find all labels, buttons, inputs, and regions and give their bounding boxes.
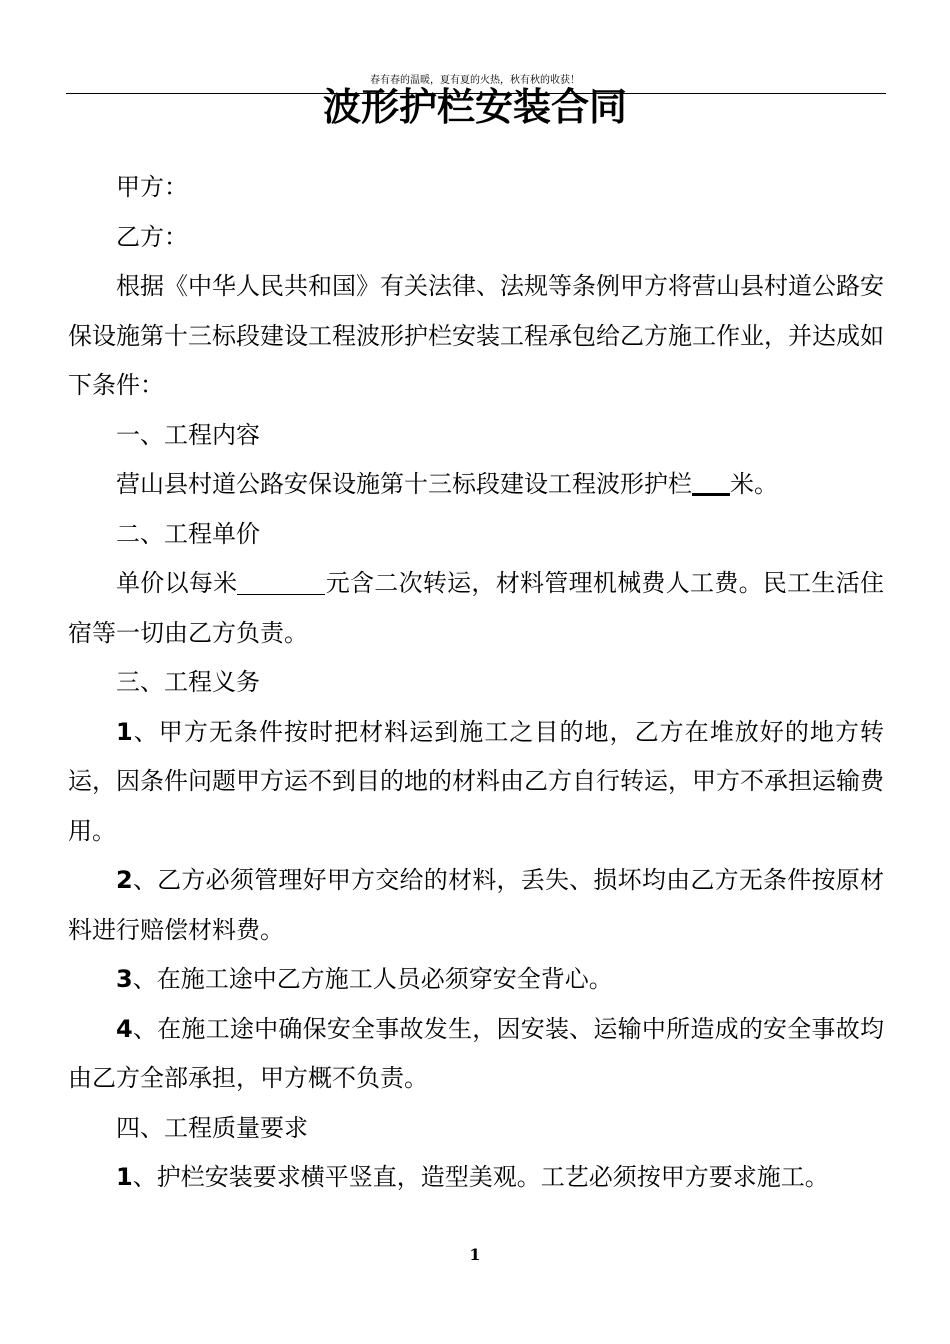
item-number: 3 bbox=[116, 965, 133, 993]
price-blank bbox=[237, 593, 325, 595]
item-number: 2 bbox=[116, 866, 133, 894]
item-text: 、在施工途中确保安全事故发生，因安装、运输中所造成的安全事故均由乙方全部承担，甲方概不负责。 bbox=[68, 1014, 884, 1092]
section2-text-before: 单价以每米 bbox=[116, 569, 238, 597]
section3-item bbox=[68, 1005, 884, 1104]
document-title: 波形护栏安装合同 bbox=[322, 85, 627, 129]
party-b: 乙方： bbox=[116, 222, 188, 251]
section3-heading: 三、工程义务 bbox=[116, 668, 260, 696]
section4-item bbox=[68, 1153, 884, 1203]
item-number: 4 bbox=[116, 1014, 133, 1043]
section3-item bbox=[68, 856, 884, 955]
header-motto: 春有春的温暖，夏有夏的火热，秋有秋的收获！ bbox=[370, 75, 580, 86]
section3-item bbox=[68, 955, 884, 1005]
document-body bbox=[68, 163, 884, 1203]
item-text: 、乙方必须管理好甲方交给的材料，丢失、损坏均由乙方无条件按原材料进行赔偿材料费。 bbox=[68, 866, 884, 944]
section2-text-after: 元含二次转运，材料管理机械费人工费。民工生活住宿等一切由乙方负责。 bbox=[68, 569, 885, 647]
item-text: 、护栏安装要求横平竖直，造型美观。工艺必须按甲方要求施工。 bbox=[132, 1163, 829, 1191]
page-number: 1 bbox=[469, 1245, 481, 1264]
section1-heading: 一、工程内容 bbox=[116, 420, 260, 449]
item-text: 、甲方无条件按时把材料运到施工之目的地，乙方在堆放好的地方转运，因条件问题甲方运不到目的地的材料由乙方自行转运，甲方不承担运输费用。 bbox=[68, 717, 884, 845]
party-a: 甲方： bbox=[116, 173, 188, 201]
item-number: 1 bbox=[116, 1163, 133, 1191]
length-blank bbox=[692, 492, 730, 496]
section4-heading: 四、工程质量要求 bbox=[116, 1113, 308, 1142]
section1-text bbox=[68, 460, 884, 510]
section1-text-before: 营山县村道公路安保设施第十三标段建设工程波形护栏 bbox=[116, 470, 692, 498]
section2-heading: 二、工程单价 bbox=[116, 519, 260, 548]
section3-item bbox=[68, 708, 884, 857]
item-text: 、在施工途中乙方施工人员必须穿安全背心。 bbox=[132, 965, 613, 993]
item-number: 1 bbox=[116, 717, 133, 746]
section2-text bbox=[68, 559, 884, 658]
section1-text-after: 米。 bbox=[730, 470, 778, 498]
intro-paragraph: 根据《中华人民共和国》有关法律、法规等条例甲方将营山县村道公路安保设施第十三标段建设工程波形护栏安装工程承包给乙方施工作业，并达成如下条件： bbox=[68, 272, 884, 399]
